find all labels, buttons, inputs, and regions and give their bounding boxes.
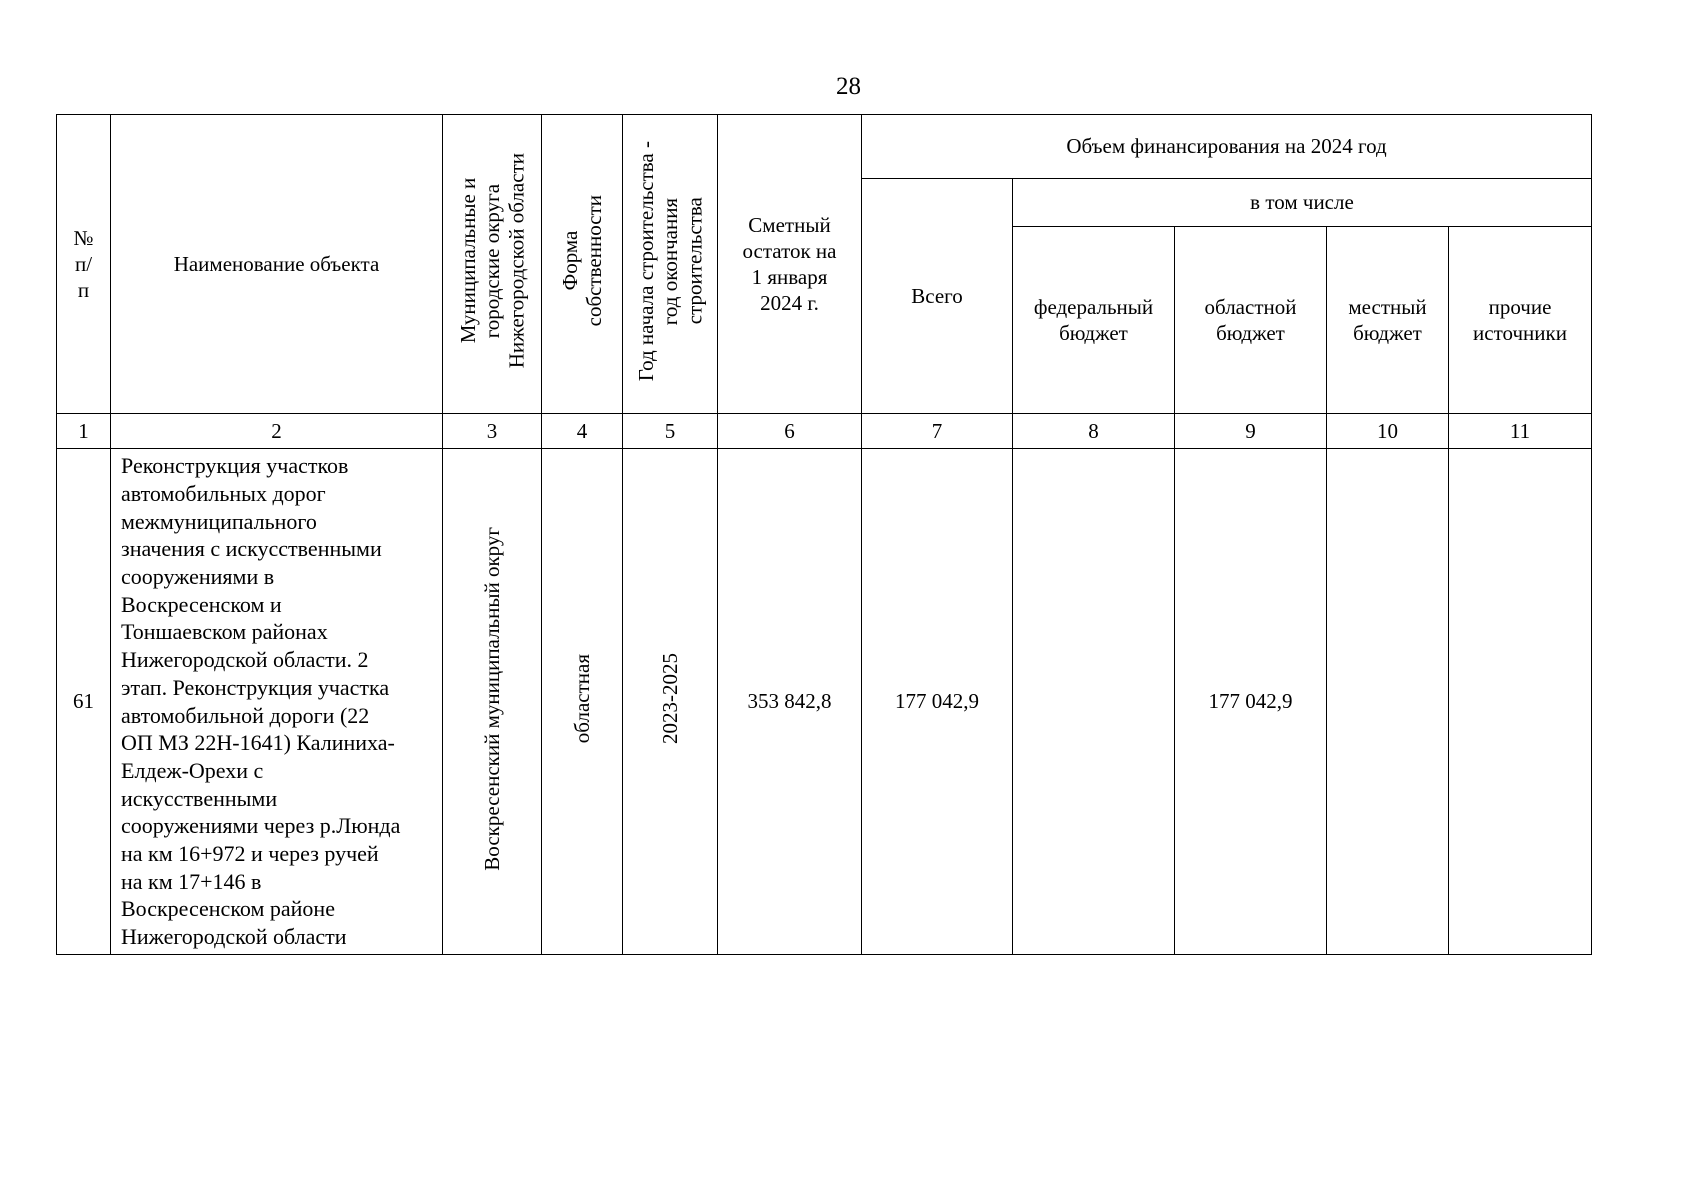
row-name-line: на км 16+972 и через ручей	[121, 841, 379, 867]
header-local-line: бюджет	[1353, 321, 1422, 345]
header-including: в том числе	[1013, 179, 1592, 227]
row-ownership-text: областная	[569, 653, 594, 743]
header-municipality-line: Нижегородской области	[504, 153, 529, 369]
row-name	[111, 449, 443, 955]
header-total: Всего	[862, 179, 1013, 414]
row-total: 177 042,9	[862, 449, 1013, 955]
row-municipality	[443, 449, 542, 955]
row-local	[1327, 449, 1449, 955]
row-name-line: Воскресенском районе	[121, 896, 335, 922]
header-federal-line: бюджет	[1059, 321, 1128, 345]
column-number: 6	[718, 414, 862, 449]
header-federal	[1013, 227, 1175, 414]
row-name-line: ОП МЗ 22Н-1641) Калиниха-	[121, 730, 395, 756]
row-name-line: значения с искусственными	[121, 536, 382, 562]
header-regional	[1175, 227, 1327, 414]
header-name: Наименование объекта	[111, 115, 443, 414]
row-municipality-text: Воскресенский муниципальный округ	[479, 526, 504, 871]
header-estimate-line: Сметный	[748, 212, 831, 237]
header-estimate	[718, 115, 862, 414]
header-regional-line: бюджет	[1216, 321, 1285, 345]
row-name-line: межмуниципального	[121, 508, 317, 534]
header-financing: Объем финансирования на 2024 год	[862, 115, 1592, 179]
header-regional-line: областной	[1204, 294, 1297, 319]
column-number-row	[57, 414, 1592, 449]
row-name-line: Нижегородской области	[121, 924, 347, 950]
row-estimate: 353 842,8	[718, 449, 862, 955]
header-ownership-line: Форма	[557, 231, 582, 291]
header-years-line: Год начала строительства -	[633, 140, 658, 381]
header-municipality-text	[456, 153, 528, 368]
header-ownership	[542, 115, 623, 414]
header-federal-line: федеральный	[1033, 294, 1154, 319]
header-local-line: местный	[1348, 294, 1427, 319]
header-num-line: п/	[74, 251, 93, 276]
row-name-line: сооружениями в	[121, 563, 275, 589]
header-years-line: строительства	[682, 197, 707, 325]
header-num-line: №	[73, 225, 94, 250]
header-local	[1327, 227, 1449, 414]
row-years	[623, 449, 718, 955]
column-number: 1	[57, 414, 111, 449]
column-number: 8	[1013, 414, 1175, 449]
header-estimate-line: остаток на	[742, 238, 837, 263]
column-number: 11	[1449, 414, 1592, 449]
row-name-line: на км 17+146 в	[121, 868, 262, 894]
row-name-line: сооружениями через р.Люнда	[121, 813, 401, 839]
column-number: 4	[542, 414, 623, 449]
row-name-line: Реконструкция участков	[121, 453, 349, 479]
column-number: 2	[111, 414, 443, 449]
row-name-line: Елдеж-Орехи с	[121, 757, 264, 783]
header-years	[623, 115, 718, 414]
row-name-line: Тоншаевском районах	[121, 619, 328, 645]
header-municipality-line: городские округа	[479, 183, 504, 339]
column-number: 10	[1327, 414, 1449, 449]
column-number: 5	[623, 414, 718, 449]
row-name-line: Нижегородской области. 2	[121, 647, 369, 673]
header-other-line: источники	[1473, 321, 1567, 345]
header-years-line: год окончания	[657, 197, 682, 325]
column-number: 7	[862, 414, 1013, 449]
header-estimate-line: 2024 г.	[760, 291, 819, 316]
row-ownership	[542, 449, 623, 955]
row-name-line: автомобильной дороги (22	[121, 702, 370, 728]
header-other	[1449, 227, 1592, 414]
row-regional: 177 042,9	[1175, 449, 1327, 955]
column-number: 3	[443, 414, 542, 449]
financing-table	[56, 114, 1592, 955]
row-num: 61	[57, 449, 111, 955]
row-name-line: автомобильных дорог	[121, 480, 326, 506]
header-ownership-line: собственности	[582, 195, 606, 327]
row-name-line: искусственными	[121, 785, 278, 811]
header-municipality-line: Муниципальные и	[455, 178, 480, 344]
row-name-line: Воскресенском и	[121, 591, 282, 617]
row-years-text: 2023-2025	[657, 652, 682, 744]
table-row	[57, 449, 1592, 955]
header-num-line: п	[77, 278, 90, 303]
row-other	[1449, 449, 1592, 955]
header-estimate-line: 1 января	[751, 265, 828, 289]
page-number: 28	[836, 73, 861, 100]
row-federal	[1013, 449, 1175, 955]
header-ownership-text	[558, 195, 606, 326]
header-num	[57, 115, 111, 414]
header-municipality	[443, 115, 542, 414]
header-other-line: прочие	[1488, 294, 1552, 319]
column-number: 9	[1175, 414, 1327, 449]
row-name-line: этап. Реконструкция участка	[121, 674, 390, 700]
header-years-text	[634, 141, 706, 381]
